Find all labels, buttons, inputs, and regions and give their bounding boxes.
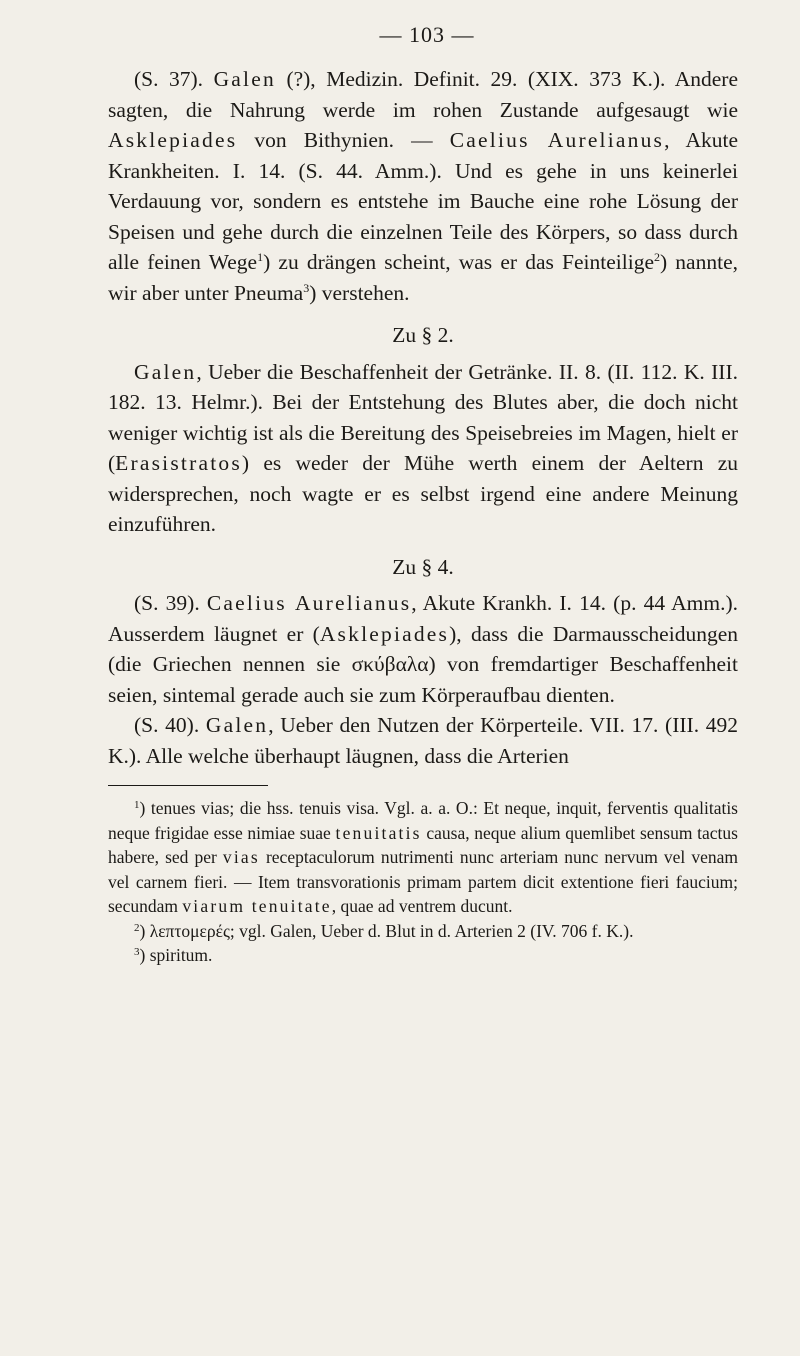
author-name: Galen bbox=[213, 67, 276, 91]
author-name: Caelius Aurelianus bbox=[206, 591, 412, 615]
text-run: , Ueber die Beschaffenheit der Getränke. II. 8. (II. 112. K. III. 182. 13. Helmr.). Bei der Entstehung des Blutes aber, die doch nicht weniger wichtig ist als die Bereitung des Speisebreies im Magen, hielt er ( bbox=[108, 359, 738, 475]
text-run: ) es weder der Mühe werth einem der Aeltern zu widersprechen, noch wagte er es selbst irgend eine andere Meinung einzuführen. bbox=[108, 451, 738, 536]
footnote-divider bbox=[108, 785, 268, 786]
text-run: (S. 39). bbox=[134, 591, 207, 615]
author-name: Galen bbox=[205, 713, 269, 737]
text-run: causa, neque alium quemlibet sensum tactus habere, sed per bbox=[108, 822, 738, 867]
paragraph-galen-medizin bbox=[108, 64, 738, 308]
text-run: von Bithynien. — bbox=[237, 128, 450, 152]
text-run: ) verstehen. bbox=[309, 280, 410, 305]
text-run: (?), Medizin. Definit. 29. (XIX. 373 K.). Andere sagten, die Nahrung werde im rohen Zustande aufgesaugt wie bbox=[108, 67, 739, 122]
author-name: Galen bbox=[134, 359, 197, 384]
text-run: ) nannte, wir aber unter Pneuma bbox=[108, 250, 738, 305]
text-run: , quae ad ventrem ducunt. bbox=[331, 896, 513, 916]
paragraph-caelius-akute bbox=[108, 588, 738, 710]
text-run: (S. 37). bbox=[134, 67, 214, 91]
text-run: receptaculorum nutrimenti nunc arteriam nunc nervum vel venam vel carnem fieri. — Item transvorationis primam partem dicit extentione fieri faucium; secundam bbox=[108, 847, 738, 916]
author-name: Asklepiades bbox=[319, 621, 450, 646]
text-run: (S. 40). bbox=[134, 713, 206, 737]
footnote-ref-3: 3 bbox=[303, 280, 310, 295]
footnote-1 bbox=[108, 796, 738, 919]
footnote-mark: 2 bbox=[134, 921, 140, 934]
paragraph-galen-nutzen bbox=[108, 710, 738, 771]
text-run: , Ueber den Nutzen der Körperteile. VII. 17. (III. 492 K.). Alle welche überhaupt läugnen, dass die Arterien bbox=[108, 713, 738, 768]
emphasis: tenuitatis bbox=[335, 822, 422, 843]
text-run: , Akute Krankheiten. I. 14. (S. 44. Amm.). Und es gehe in uns keinerlei Verdauung vor, sondern es entstehe im Bauche eine rohe Lösung der Speisen und gehe durch die einzelnen Teile des Körpers, so dass durch alle feinen Wege bbox=[108, 128, 738, 274]
text-run: ) zu drängen scheint, was er das Feinteilige bbox=[263, 250, 654, 274]
text-run: ) spiritum. bbox=[139, 945, 213, 965]
page-number: — 103 — bbox=[379, 22, 475, 47]
footnote-mark: 3 bbox=[134, 946, 140, 958]
author-name: Erasistratos bbox=[115, 451, 242, 475]
footnote-ref-2: 2 bbox=[653, 250, 660, 264]
footnote-mark: 1 bbox=[134, 799, 140, 811]
section-heading-4: Zu § 4. bbox=[392, 554, 454, 579]
text-run: , Akute Krankh. I. 14. (p. 44 Amm.). Ausserdem läugnet er ( bbox=[108, 591, 738, 646]
emphasis: viarum tenuitate bbox=[182, 896, 332, 916]
paragraph-galen-getraenke bbox=[108, 357, 738, 540]
text-run: ) λεπτομερές; vgl. Galen, Ueber d. Blut in d. Arterien 2 (IV. 706 f. K.). bbox=[139, 920, 634, 941]
author-name: Caelius Aurelianus bbox=[449, 128, 665, 152]
section-heading-2: Zu § 2. bbox=[392, 323, 454, 347]
emphasis: vias bbox=[222, 847, 260, 867]
text-run: ), dass die Darmausscheidungen (die Griechen nennen sie σκύβαλα) von fremdartiger Beschaffenheit seien, sintemal gerade auch sie zum Körperaufbau dienten. bbox=[108, 621, 738, 707]
footnote-2 bbox=[108, 919, 738, 944]
footnote-3 bbox=[108, 943, 738, 968]
footnote-ref-1: 1 bbox=[257, 250, 264, 264]
text-run: ) tenues vias; die hss. tenuis visa. Vgl. a. a. O.: Et neque, inquit, ferventis qualitatis neque frigidae esse nimiae suae bbox=[108, 798, 738, 843]
author-name: Asklepiades bbox=[108, 128, 238, 152]
